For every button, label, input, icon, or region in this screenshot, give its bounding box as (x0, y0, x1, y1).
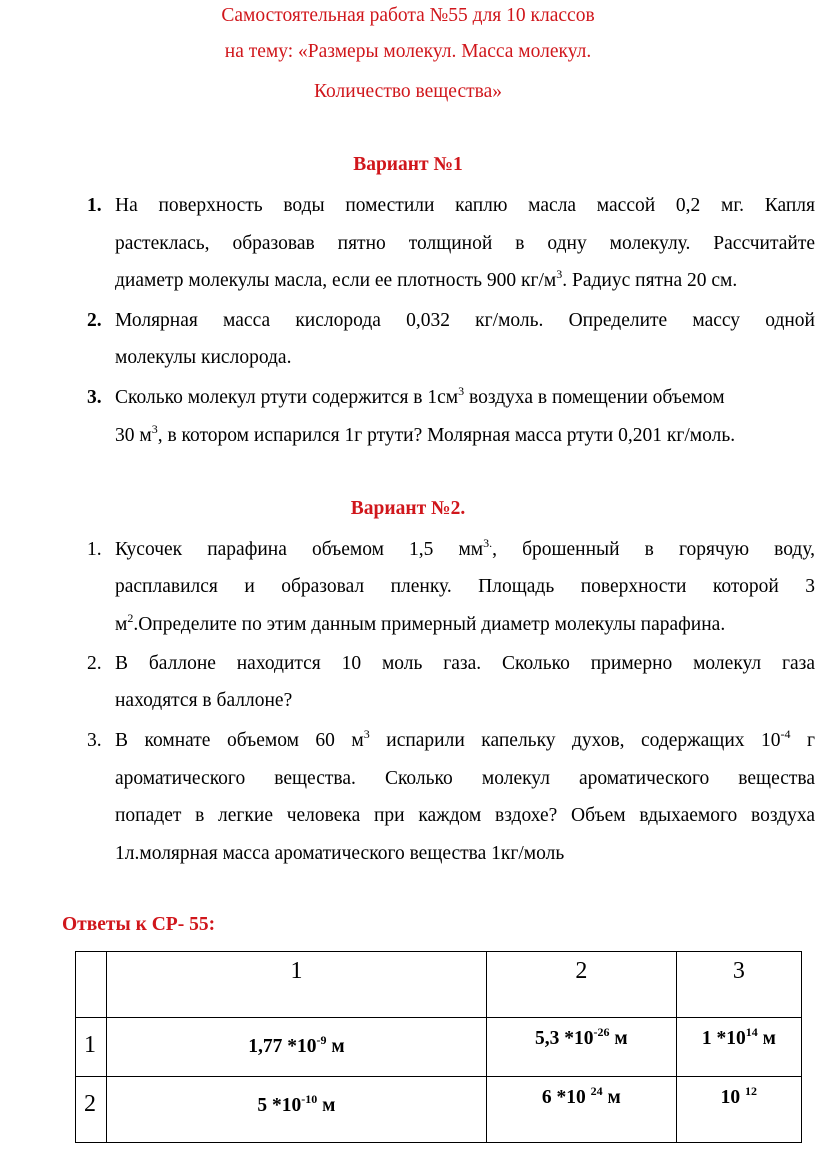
variant-2-title: Вариант №2. (350, 498, 466, 519)
v2-item-2-number: 2. (87, 653, 102, 674)
v1-item-1-line-2: растеклась, образовав пятно толщиной в одну молекулу. Рассчитайте (115, 233, 815, 254)
v1-item-1-line-1: На поверхность воды поместили каплю масла массой 0,2 мг. Капля (115, 195, 815, 216)
v1-item-3-number: 3. (87, 387, 102, 408)
answer-cell: 5 $*10^{-10}$ м (106, 1077, 486, 1143)
table-row (76, 1018, 802, 1077)
v2-item-1-number: 1. (87, 539, 102, 560)
v1-item-1-number: 1. (87, 195, 102, 216)
row-label: 1 (76, 1018, 107, 1077)
answer-cell: 1 $*10^{14}$ м (676, 1018, 801, 1077)
variant-1-title: Вариант №1 (353, 154, 463, 175)
v2-item-1-line-2: расплавился и образовал пленку. Площадь поверхности которой 3 (115, 576, 815, 597)
answer-cell: 6 *10 $^{24}$ м (486, 1077, 676, 1143)
doc-title-line-2: на тему: «Размеры молекул. Масса молекул. (224, 41, 592, 62)
v1-item-2-line-2: молекулы кислорода. (115, 347, 292, 368)
v2-item-1-line-3: $м^2.Определите$ по этим данным примерный диаметр молекулы парафина. (115, 610, 726, 635)
v2-item-2-line-1: В баллоне находится 10 моль газа. Сколько примерно молекул газа (115, 653, 815, 674)
table-row (76, 1077, 802, 1143)
column-header-3: 3 (676, 952, 801, 1018)
table-header-row (76, 952, 802, 1018)
v2-item-3-line-1: В комнате объемом 60 $м^3$ испарили капельку духов, содержащих $10^{-4}$ г (115, 726, 816, 751)
v1-item-1-line-3: диаметр молекулы масла, если ее плотность 900 $кг/м^3$. Радиус пятна 20 см. (115, 266, 738, 291)
v2-item-1-line-1: Кусочек парафина объемом 1,5 $мм^{3.}$, брошенный в горячую воду, (115, 535, 815, 560)
table-corner-cell (76, 952, 107, 1018)
v1-item-3-line-2: 30 $м^3$, в котором испарился 1г ртути? Молярная масса ртути 0,201 кг/моль. (115, 421, 736, 446)
v2-item-3-line-2: ароматического вещества. Сколько молекул ароматического вещества (115, 768, 815, 789)
answer-cell: 1,77 $*10^{-9}$ м (106, 1018, 486, 1077)
column-header-2: 2 (486, 952, 676, 1018)
v2-item-3-line-4: 1л.молярная масса ароматического вещества 1кг/моль (115, 843, 565, 864)
answer-cell: 10 $^{12}$ (676, 1077, 801, 1143)
v1-item-2-line-1: Молярная масса кислорода 0,032 кг/моль. Определите массу одной (115, 310, 815, 331)
column-header-1: 1 (106, 952, 486, 1018)
v1-item-3-line-1: Сколько молекул ртути содержится в $1см^3$ воздуха в помещении объемом (115, 383, 725, 408)
row-label: 2 (76, 1077, 107, 1143)
answers-table (75, 951, 802, 1143)
v2-item-3-number: 3. (87, 730, 102, 751)
answers-title: Ответы к СР- 55: (62, 914, 216, 935)
doc-title-line-1: Самостоятельная работа №55 для 10 классов (221, 5, 595, 26)
v2-item-3-line-3: попадет в легкие человека при каждом вздохе? Объем вдыхаемого воздуха (115, 805, 815, 826)
answer-cell: 5,3 $*10^{-26}$ м (486, 1018, 676, 1077)
doc-title-line-3: Количество вещества» (314, 81, 502, 102)
v2-item-2-line-2: находятся в баллоне? (115, 690, 293, 711)
v1-item-2-number: 2. (87, 310, 102, 331)
